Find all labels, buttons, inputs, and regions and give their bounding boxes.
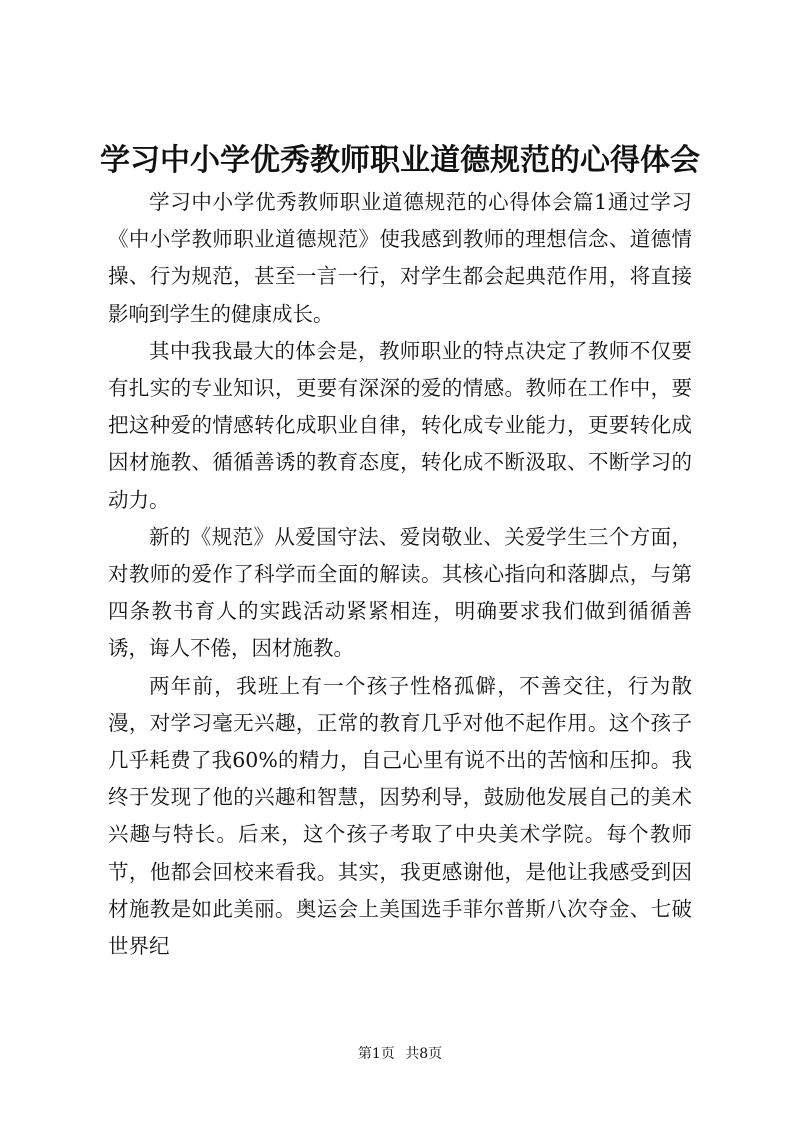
paragraph-2: 其中我我最大的体会是，教师职业的特点决定了教师不仅要有扎实的专业知识，更要有深深的爱的情感。教师在工作中，要把这种爱的情感转化成职业自律，转化成专业能力，更要转化成因材施教、循循善诱的教育态度，转化成不断汲取、不断学习的动力。 [108, 338, 692, 512]
document-body [108, 184, 692, 965]
page-number: 第1页 [357, 1046, 395, 1062]
paragraph-3: 新的《规范》从爱国守法、爱岗敬业、关爱学生三个方面，对教师的爱作了科学而全面的解读。其核心指向和落脚点，与第四条教书育人的实践活动紧紧相连，明确要求我们做到循循善诱，诲人不倦，因材施教。 [108, 524, 692, 661]
paragraph-1: 学习中小学优秀教师职业道德规范的心得体会篇1通过学习《中小学教师职业道德规范》使我感到教师的理想信念、道德情操、行为规范，甚至一言一行，对学生都会起典范作用，将直接影响到学生的健康成长。 [108, 190, 692, 326]
document-title: 学习中小学优秀教师职业道德规范的心得体会 [100, 143, 700, 178]
page-total: 共8页 [405, 1046, 443, 1062]
page-footer [0, 1044, 800, 1064]
paragraph-4: 两年前，我班上有一个孩子性格孤僻，不善交往，行为散漫，对学习毫无兴趣，正常的教育几乎对他不起作用。这个孩子几乎耗费了我60%的精力，自己心里有说不出的苦恼和压抑。我终于发现了他的兴趣和智慧，因势利导，鼓励他发展自己的美术兴趣与特长。后来，这个孩子考取了中央美术学院。每个教师节，他都会回校来看我。其实，我更感谢他，是他让我感受到因材施教是如此美丽。奥运会上美国选手菲尔普斯八次夺金、七破世界纪 [108, 673, 692, 959]
